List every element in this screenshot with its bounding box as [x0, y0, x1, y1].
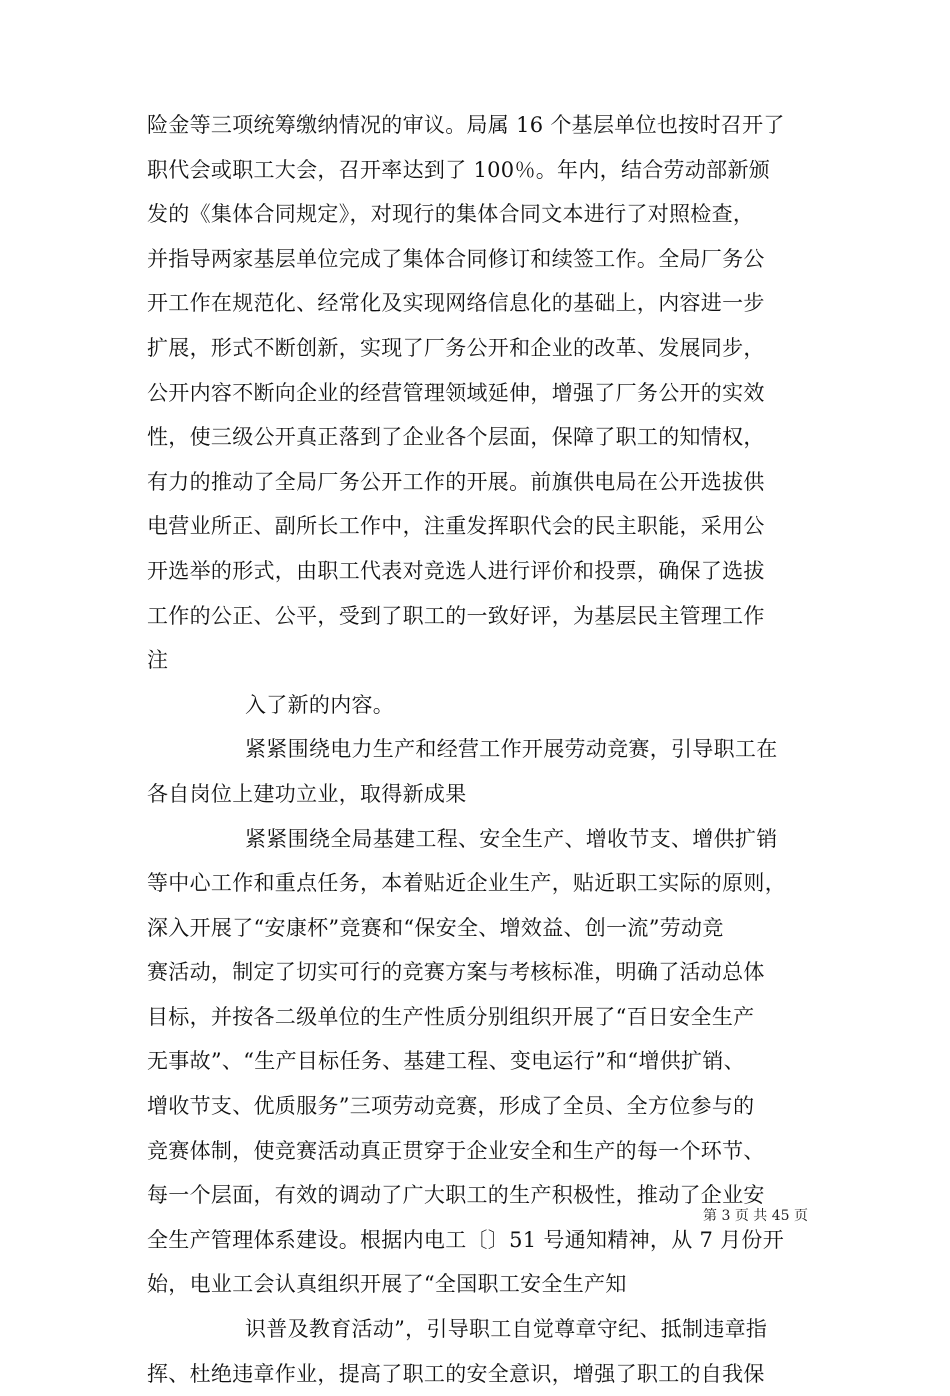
text-line: 职代会或职工大会，召开率达到了 100％。年内，结合劳动部新颁 — [147, 157, 771, 182]
text-line: 增收节支、优质服务”三项劳动竞赛，形成了全员、全方位参与的 — [147, 1094, 755, 1119]
text-line: 并指导两家基层单位完成了集体合同修订和续签工作。全局厂务公 — [147, 246, 765, 271]
text-line: 公开内容不断向企业的经营管理领域延伸，增强了厂务公开的实效 — [147, 380, 765, 405]
section-heading-line: 紧紧围绕电力生产和经营工作开展劳动竞赛，引导职工在 — [245, 737, 778, 762]
section-heading-line: 各自岗位上建功立业，取得新成果 — [147, 781, 467, 806]
text-line: 电营业所正、副所长工作中，注重发挥职代会的民主职能，采用公 — [147, 514, 765, 539]
text-line: 赛活动，制定了切实可行的竞赛方案与考核标准，明确了活动总体 — [147, 960, 765, 985]
text-line: 扩展，形式不断创新，实现了厂务公开和企业的改革、发展同步， — [147, 335, 765, 360]
document-body — [147, 103, 807, 1396]
text-line-indented: 紧紧围绕全局基建工程、安全生产、增收节支、增供扩销 — [245, 826, 778, 851]
text-line: 目标，并按各二级单位的生产性质分别组织开展了“百日安全生产 — [147, 1004, 755, 1029]
text-line: 工作的公正、公平，受到了职工的一致好评，为基层民主管理工作 — [147, 603, 765, 628]
text-line: 竞赛体制，使竞赛活动真正贯穿于企业安全和生产的每一个环节、 — [147, 1138, 765, 1163]
text-line: 无事故”、“生产目标任务、基建工程、变电运行”和“增供扩销、 — [147, 1049, 745, 1074]
text-line: 开选举的形式，由职工代表对竞选人进行评价和投票，确保了选拔 — [147, 558, 765, 583]
text-line: 开工作在规范化、经常化及实现网络信息化的基础上，内容进一步 — [147, 291, 765, 316]
text-line: 挥、杜绝违章作业，提高了职工的安全意识，增强了职工的自我保 — [147, 1361, 765, 1386]
text-line: 全生产管理体系建设。根据内电工〔〕51 号通知精神，从 7 月份开 — [147, 1227, 785, 1252]
text-line-indented: 识普及教育活动”，引导职工自觉尊章守纪、抵制违章指 — [245, 1317, 768, 1342]
text-line: 险金等三项统筹缴纳情况的审议。局属 16 个基层单位也按时召开了 — [147, 113, 785, 137]
text-line: 发的《集体合同规定》，对现行的集体合同文本进行了对照检查， — [147, 202, 755, 227]
text-line: 有力的推动了全局厂务公开工作的开展。前旗供电局在公开选拔供 — [147, 469, 765, 494]
text-line: 始，电业工会认真组织开展了“全国职工安全生产知 — [147, 1272, 627, 1297]
text-line-indented: 入了新的内容。 — [245, 692, 395, 717]
text-line: 性，使三级公开真正落到了企业各个层面，保障了职工的知情权， — [147, 425, 765, 450]
text-line: 注 — [147, 648, 169, 673]
page-number: 第 3 页 共 45 页 — [703, 1208, 808, 1224]
text-line: 等中心工作和重点任务，本着贴近企业生产，贴近职工实际的原则， — [147, 871, 786, 896]
text-line: 每一个层面，有效的调动了广大职工的生产积极性，推动了企业安 — [147, 1183, 765, 1208]
text-line: 深入开展了“安康杯”竞赛和“保安全、增效益、创一流”劳动竞 — [147, 915, 724, 940]
